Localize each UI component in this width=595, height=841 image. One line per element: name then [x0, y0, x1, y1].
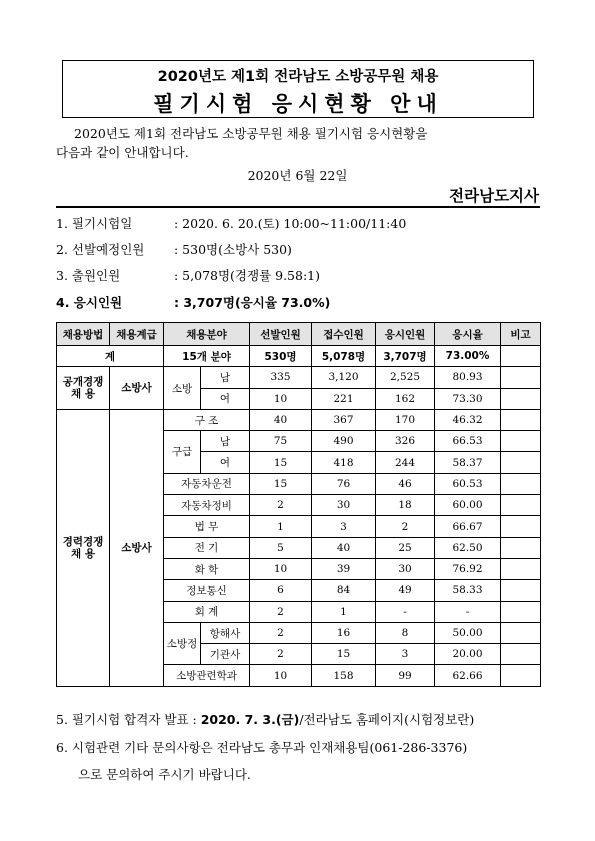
item-label: 3. 출원인원	[56, 268, 121, 283]
attended-cell: 2,525	[376, 367, 435, 388]
sub-field-cell: 남	[201, 367, 250, 388]
total-row	[57, 346, 541, 367]
announcement-date: 2020. 7. 3.(금)	[200, 712, 300, 727]
attended-cell: -	[376, 601, 435, 622]
remarks-cell	[501, 431, 541, 452]
field-cell: 화 학	[164, 558, 250, 579]
attended-cell: 244	[376, 452, 435, 473]
selection-cell: 15	[250, 473, 312, 494]
remarks-cell	[501, 644, 541, 665]
field-cell: 소방관련학과	[164, 665, 250, 686]
attended-cell: 18	[376, 495, 435, 516]
rate-cell: 58.33	[435, 580, 501, 601]
attended-cell: 3	[376, 644, 435, 665]
selection-cell: 40	[250, 409, 312, 430]
remarks-cell	[501, 409, 541, 430]
applied-cell: 158	[312, 665, 376, 686]
applied-cell: 16	[312, 622, 376, 643]
selection-cell: 10	[250, 388, 312, 409]
column-header: 응시인원	[376, 323, 435, 346]
selection-cell: 5	[250, 537, 312, 558]
field-cell: 소방	[164, 367, 201, 410]
selection-cell: 6	[250, 580, 312, 601]
rate-cell: -	[435, 601, 501, 622]
rate-cell: 46.32	[435, 409, 501, 430]
sub-field-cell: 여	[201, 452, 250, 473]
rate-cell: 60.00	[435, 495, 501, 516]
attended-cell: 162	[376, 388, 435, 409]
rate-cell: 66.53	[435, 431, 501, 452]
attended-cell: 46	[376, 473, 435, 494]
total-selection: 530명	[250, 346, 312, 367]
total-rate: 73.00%	[435, 346, 501, 367]
divider	[56, 206, 540, 208]
item-exam-date	[56, 214, 406, 232]
remarks-cell	[501, 622, 541, 643]
field-cell: 자동차운전	[164, 473, 250, 494]
item-planned-hires	[56, 240, 292, 258]
rate-cell: 80.93	[435, 367, 501, 388]
method-open: 공개경쟁 채 용	[57, 367, 110, 410]
intro-line-2: 다음과 같이 안내합니다.	[56, 145, 189, 160]
attended-cell: 30	[376, 558, 435, 579]
field-cell: 전 기	[164, 537, 250, 558]
total-applied: 5,078명	[312, 346, 376, 367]
item-value: : 5,078명(경쟁률 9.58:1)	[174, 268, 320, 283]
applied-cell: 3	[312, 516, 376, 537]
field-cell: 구 조	[164, 409, 250, 430]
column-header: 응시율	[435, 323, 501, 346]
item-label: 4. 응시인원	[56, 295, 123, 310]
remarks-cell	[501, 537, 541, 558]
intro-line-1: 2020년도 제1회 전라남도 소방공무원 채용 필기시험 응시현황을	[74, 126, 428, 141]
selection-cell: 1	[250, 516, 312, 537]
applied-cell: 84	[312, 580, 376, 601]
field-cell: 소방정	[164, 622, 201, 665]
rate-cell: 73.30	[435, 388, 501, 409]
sub-field-cell: 항해사	[201, 622, 250, 643]
item-value: : 530명(소방사 530)	[174, 242, 292, 257]
attended-cell: 2	[376, 516, 435, 537]
selection-cell: 2	[250, 495, 312, 516]
notice-date: 2020년 6월 22일	[247, 168, 348, 183]
sub-field-cell: 여	[201, 388, 250, 409]
footer-text: /전라남도 홈페이지(시험정보란)	[299, 712, 475, 727]
attended-cell: 25	[376, 537, 435, 558]
total-field: 15개 분야	[164, 346, 250, 367]
applied-cell: 40	[312, 537, 376, 558]
rank-open: 소방사	[110, 367, 164, 410]
column-header: 접수인원	[312, 323, 376, 346]
remarks-cell	[501, 580, 541, 601]
applied-cell: 490	[312, 431, 376, 452]
field-cell: 법 무	[164, 516, 250, 537]
item-applicants	[56, 266, 320, 284]
remarks-cell	[501, 452, 541, 473]
document-subtitle: 필기시험 응시현황 안내	[153, 92, 443, 116]
rate-cell: 62.66	[435, 665, 501, 686]
selection-cell: 2	[250, 644, 312, 665]
applied-cell: 30	[312, 495, 376, 516]
attended-cell: 8	[376, 622, 435, 643]
remarks-cell	[501, 516, 541, 537]
applied-cell: 1	[312, 601, 376, 622]
applied-cell: 39	[312, 558, 376, 579]
rate-cell: 60.53	[435, 473, 501, 494]
field-cell: 자동차정비	[164, 495, 250, 516]
footer-text: 5. 필기시험 합격자 발표 :	[56, 712, 201, 727]
document-title: 2020년도 제1회 전라남도 소방공무원 채용	[157, 69, 439, 85]
attendance-table	[56, 322, 541, 687]
item-label: 2. 선발예정인원	[56, 242, 145, 257]
column-header: 채용계급	[110, 323, 164, 346]
item-value: : 3,707명(응시율 73.0%)	[174, 295, 331, 310]
issuing-organization: 전라남도지사	[449, 187, 539, 205]
attended-cell: 99	[376, 665, 435, 686]
applied-cell: 367	[312, 409, 376, 430]
method-career: 경력경쟁 채 용	[57, 409, 110, 686]
remarks-cell	[501, 665, 541, 686]
applied-cell: 15	[312, 644, 376, 665]
item-attendees	[56, 293, 330, 311]
attended-cell: 326	[376, 431, 435, 452]
rate-cell: 20.00	[435, 644, 501, 665]
footer-inquiry-cont: 으로 문의하여 주시기 바랍니다.	[78, 767, 251, 782]
selection-cell: 75	[250, 431, 312, 452]
column-header: 채용방법	[57, 323, 110, 346]
table-row	[57, 409, 541, 430]
remarks-cell	[501, 367, 541, 388]
total-label: 계	[57, 346, 164, 367]
rank-career: 소방사	[110, 409, 164, 686]
selection-cell: 2	[250, 601, 312, 622]
selection-cell: 2	[250, 622, 312, 643]
applied-cell: 221	[312, 388, 376, 409]
remarks-cell	[501, 601, 541, 622]
selection-cell: 10	[250, 665, 312, 686]
intro-paragraph	[56, 124, 546, 162]
selection-cell: 15	[250, 452, 312, 473]
applied-cell: 418	[312, 452, 376, 473]
selection-cell: 10	[250, 558, 312, 579]
table-header-row	[57, 323, 541, 346]
remarks-cell	[501, 495, 541, 516]
applied-cell: 3,120	[312, 367, 376, 388]
field-cell: 회 계	[164, 601, 250, 622]
applied-cell: 76	[312, 473, 376, 494]
column-header: 선발인원	[250, 323, 312, 346]
attended-cell: 49	[376, 580, 435, 601]
table-row	[57, 367, 541, 388]
attended-cell: 170	[376, 409, 435, 430]
rate-cell: 58.37	[435, 452, 501, 473]
selection-cell: 335	[250, 367, 312, 388]
remarks-cell	[501, 473, 541, 494]
sub-field-cell: 기관사	[201, 644, 250, 665]
sub-field-cell: 남	[201, 431, 250, 452]
total-attended: 3,707명	[376, 346, 435, 367]
title-box	[62, 60, 534, 118]
rate-cell: 76.92	[435, 558, 501, 579]
remarks-cell	[501, 388, 541, 409]
column-header: 채용분야	[164, 323, 250, 346]
field-cell: 정보통신	[164, 580, 250, 601]
remarks-cell	[501, 346, 541, 367]
rate-cell: 50.00	[435, 622, 501, 643]
remarks-cell	[501, 558, 541, 579]
rate-cell: 66.67	[435, 516, 501, 537]
rate-cell: 62.50	[435, 537, 501, 558]
footer-inquiry: 6. 시험관련 기타 문의사항은 전라남도 총무과 인재채용팀(061-286-3376)	[56, 740, 468, 755]
item-value: : 2020. 6. 20.(토) 10:00~11:00/11:40	[174, 216, 407, 231]
column-header: 비고	[501, 323, 541, 346]
footer-announcement	[56, 710, 474, 728]
item-label: 1. 필기시험일	[56, 216, 133, 231]
field-cell: 구급	[164, 431, 201, 474]
